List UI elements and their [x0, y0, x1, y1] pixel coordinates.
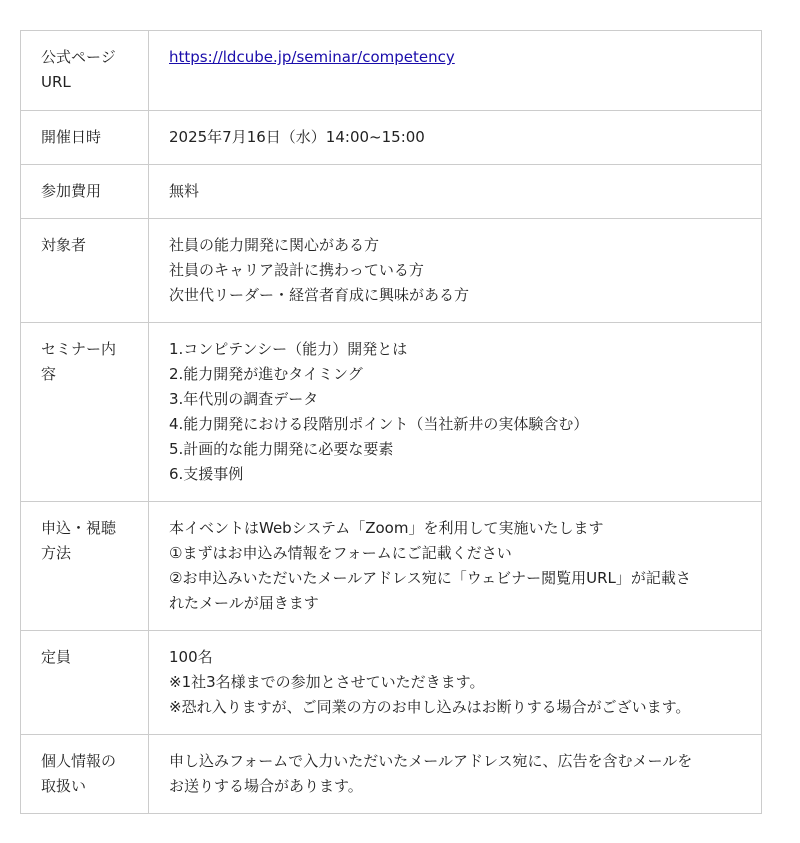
- label-line: 開催日時: [41, 128, 102, 146]
- row-label: [21, 165, 149, 219]
- label-line: 参加費用: [41, 182, 102, 200]
- row-label: [21, 219, 149, 323]
- label-line: 個人情報の: [41, 752, 117, 770]
- label-line: 方法: [41, 544, 72, 562]
- value-line: 100名: [169, 648, 213, 666]
- value-line: 申し込みフォームで入力いただいたメールアドレス宛に、広告を含むメールを: [169, 752, 693, 770]
- row-label: [21, 323, 149, 502]
- value-line: 2025年7月16日（水）14:00~15:00: [169, 128, 425, 146]
- value-line: れたメールが届きます: [169, 594, 319, 612]
- label-line: 容: [41, 365, 57, 383]
- value-line: 5.計画的な能力開発に必要な要素: [169, 440, 394, 458]
- value-line: ②お申込みいただいたメールアドレス宛に「ウェビナー閲覧用URL」が記載さ: [169, 569, 691, 587]
- row-label: [21, 735, 149, 814]
- row-label: [21, 31, 149, 111]
- value-line: 本イベントはWebシステム「Zoom」を利用して実施いたします: [169, 519, 604, 537]
- table-row-privacy: [21, 735, 762, 814]
- label-line: URL: [41, 73, 71, 91]
- row-value: [149, 502, 762, 631]
- value-line: 2.能力開発が進むタイミング: [169, 365, 363, 383]
- label-line: 対象者: [41, 236, 87, 254]
- table-row-official-url: [21, 31, 762, 111]
- seminar-info-table: [20, 30, 762, 814]
- row-value: [149, 219, 762, 323]
- value-line: 1.コンピテンシー（能力）開発とは: [169, 340, 408, 358]
- table-row-application: [21, 502, 762, 631]
- row-value: [149, 631, 762, 735]
- row-label: [21, 111, 149, 165]
- row-value: [149, 111, 762, 165]
- table-row-date: [21, 111, 762, 165]
- value-line: 社員の能力開発に関心がある方: [169, 236, 380, 254]
- value-line: 6.支援事例: [169, 465, 244, 483]
- label-line: 取扱い: [41, 777, 87, 795]
- row-value: [149, 165, 762, 219]
- row-label: [21, 502, 149, 631]
- value-line: 次世代リーダー・経営者育成に興味がある方: [169, 286, 470, 304]
- row-value: [149, 323, 762, 502]
- value-line: 社員のキャリア設計に携わっている方: [169, 261, 424, 279]
- value-line: ①まずはお申込み情報をフォームにご記載ください: [169, 544, 512, 562]
- value-line: ※恐れ入りますが、ご同業の方のお申し込みはお断りする場合がございます。: [169, 698, 691, 716]
- row-value: [149, 31, 762, 111]
- table-row-target: [21, 219, 762, 323]
- label-line: 定員: [41, 648, 72, 666]
- value-line: ※1社3名様までの参加とさせていただきます。: [169, 673, 485, 691]
- value-line: 3.年代別の調査データ: [169, 390, 319, 408]
- row-label: [21, 631, 149, 735]
- value-line: お送りする場合があります。: [169, 777, 363, 795]
- label-line: 公式ページ: [41, 48, 116, 66]
- row-value: [149, 735, 762, 814]
- official-page-link[interactable]: https://ldcube.jp/seminar/competency: [169, 48, 455, 66]
- value-line: 4.能力開発における段階別ポイント（当社新井の実体験含む）: [169, 415, 589, 433]
- table-row-fee: [21, 165, 762, 219]
- value-line: 無料: [169, 182, 200, 200]
- table-row-content: [21, 323, 762, 502]
- table-row-capacity: [21, 631, 762, 735]
- label-line: セミナー内: [41, 340, 117, 358]
- label-line: 申込・視聴: [41, 519, 117, 537]
